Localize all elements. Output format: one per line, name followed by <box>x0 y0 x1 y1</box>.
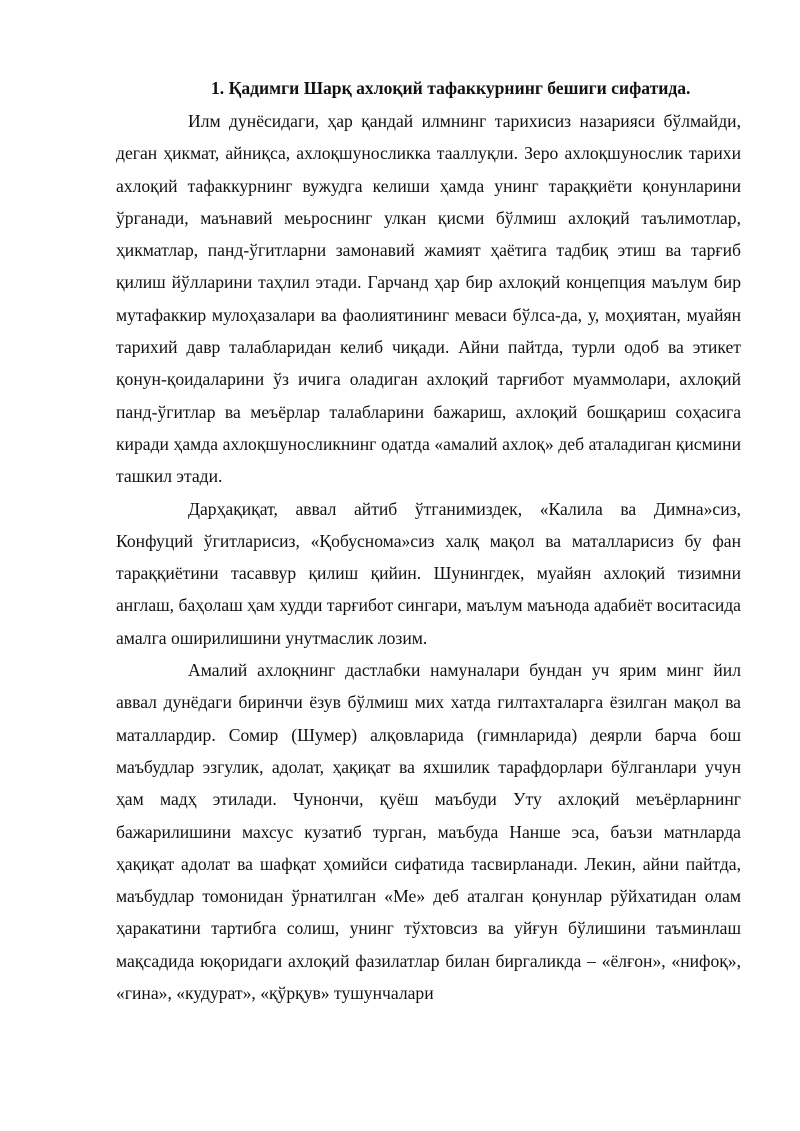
paragraph-1: Илм дунёсидаги, ҳар қандай илмнинг тарихисиз назарияси бўлмайди, деган ҳикмат, айниқса, ахлоқшуносликка тааллуқли. Зеро ахлоқшунослик тарихи ахлоқий тафаккурнинг вужудга келиши ҳамда унинг тараққиёти қонунларини ўрганади, маънавий меьроснинг улкан қисми бўлмиш ахлоқий таълимотлар, ҳикматлар, панд-ўгитларни замонавий жамият ҳаётига тадбиқ этиш ва тарғиб қилиш йўлларини таҳлил этади. Гарчанд ҳар бир ахлоқий концепция маълум бир мутафаккир мулоҳазалари ва фаолиятининг меваси бўлса-да, у, моҳиятан, муайян тарихий давр талабларидан келиб чиқади. Айни пайтда, турли одоб ва этикет қонун-қоидаларини ўз ичига оладиган ахлоқий тарғибот муаммолари, ахлоқий панд-ўгитлар ва меъёрлар талабларини бажариш, ахлоқий бошқариш соҳасига киради ҳамда ахлоқшуносликнинг одатда «амалий ахлоқ» деб аталадиган қисмини ташкил этади. <box>116 111 741 487</box>
section-heading: 1. Қадимги Шарқ ахлоқий тафаккурнинг бешиги сифатида. <box>211 78 691 98</box>
document-page <box>116 74 741 1009</box>
paragraph-3: Амалий ахлоқнинг дастлабки намуналари бундан уч ярим минг йил аввал дунёдаги биринчи ёзув бўлмиш мих хатда гилтахталарга ёзилган мақол ва маталлардир. Сомир (Шумер) алқовларида (гимнларида) деярли барча бош маъбудлар эзгулик, адолат, ҳақиқат ва яхшилик тарафдорлари бўлганлари учун ҳам мадҳ этилади. Чунончи, қуёш маъбуди Уту ахлоқий меъёрларнинг бажарилишини махсус кузатиб турган, маъбуда Нанше эса, баъзи матнларда ҳақиқат адолат ва шафқат ҳомийси сифатида тасвирланади. Лекин, айни пайтда, маъбудлар томонидан ўрнатилган «Ме» деб аталган қонунлар рўйхатидан олам ҳаракатини тартибга солиш, унинг тўхтовсиз ва уйғун бўлишини таъминлаш мақсадида юқоридаги ахлоқий фазилатлар билан биргаликда – «ёлғон», «нифоқ», «гина», «кудурат», «қўрқув» тушунчалари <box>116 660 741 1004</box>
paragraph-2: Дарҳақиқат, аввал айтиб ўтганимиздек, «Калила ва Димна»сиз, Конфуций ўгитларисиз, «Қобуснома»сиз халқ мақол ва маталларисиз бу фан тараққиётини тасаввур қилиш қийин. Шунингдек, муайян ахлоқий тизимни англаш, баҳолаш ҳам худди тарғибот сингари, маълум маънода адабиёт воситасида амалга оширилишини унутмаслик лозим. <box>116 498 741 648</box>
